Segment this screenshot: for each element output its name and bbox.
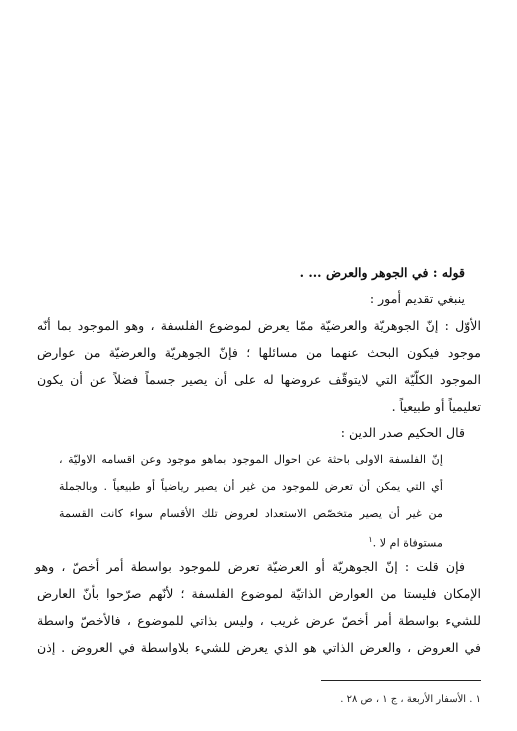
paragraph-2-line: في العروض ، والعرض الذاتي هو الذي يعرض للشيء بلاواسطة في العروض . إذن: [37, 640, 481, 655]
paragraph-1-line: الأوّل : إنّ الجوهريّة والعرضيّة ممّا يعرض لموضوع الفلسفة ، وهو الموجود بما أنّه: [37, 318, 481, 333]
footnote-marker: ١: [368, 535, 373, 544]
quote-line-last: [59, 532, 443, 552]
paragraph-2-line: الإمكان فليستا من العوارض الذاتيّة لموضوع الفلسفة ؛ لأنّهم صرّحوا بأنّ العارض: [37, 586, 481, 601]
paragraph-1-line: الموجود الكلّيّة التي لايتوقّف عروضها له على أن يصير جسماً فضلاً عن أن يكون: [37, 372, 481, 387]
paragraph-1-line: تعليمياً أو طبيعياً .: [391, 399, 481, 414]
quote-line: أي التي يمكن أن تعرض للموجود من غير أن يصير رياضياً أو طبيعياً . وبالجملة: [59, 480, 443, 493]
quote-intro: قال الحكيم صدر الدين :: [340, 425, 465, 440]
intro-line: ينبغي تقديم أمور :: [369, 291, 465, 306]
paragraph-2-line: فإن قلت : إنّ الجوهريّة أو العرضيّة تعرض للموجود بواسطة أمر أخصّ ، وهو: [35, 559, 465, 574]
quote-line: من غير أن يصير متخصّص الاستعداد لعروض تلك الأقسام سواء كانت القسمة: [59, 507, 443, 520]
footnote: ١ . الأسفار الأربعة ، ج ١ ، ص ٢٨ .: [340, 694, 481, 705]
quote-line: إنّ الفلسفة الاولى باحثة عن احوال الموجود بماهو موجود وعن اقسامه الاوليّة ،: [59, 453, 443, 466]
paragraph-1-line: موجود فيكون البحث عنهما من مسائلها ؛ فإنّ الجوهريّة والعرضيّة من عوارض: [37, 345, 481, 360]
footnote-divider: [321, 680, 481, 681]
quote-line-text: مستوفاة ام لا .: [372, 536, 443, 550]
section-heading: قوله : في الجوهر والعرض ... .: [299, 265, 465, 280]
paragraph-2-line: للشيء بواسطة أمر أخصّ عرض غريب ، وليس بذاتي للموضوع ، فالأخصّ واسطة: [37, 613, 481, 628]
